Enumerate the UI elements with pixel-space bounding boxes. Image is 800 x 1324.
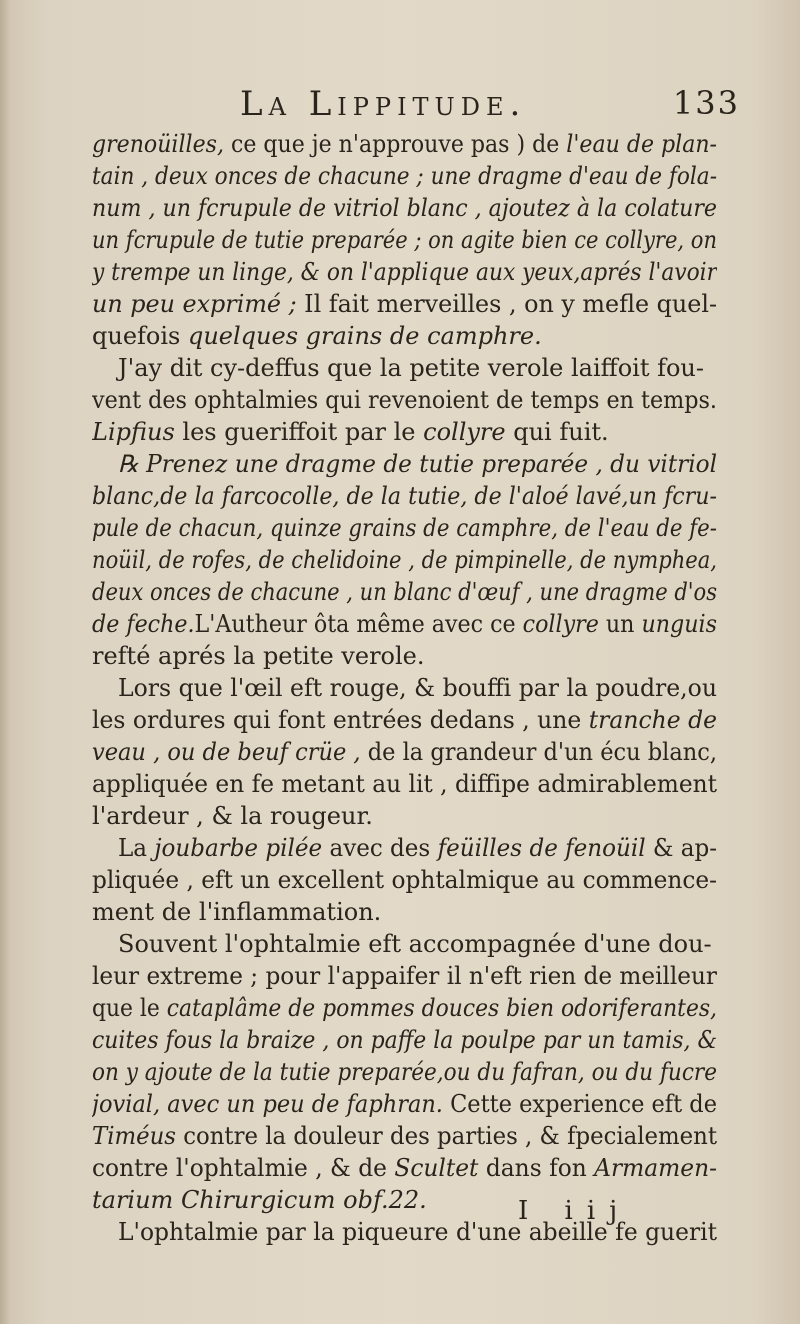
text-segment: de feche. [92, 610, 195, 638]
text-line [92, 1120, 717, 1152]
text-line [92, 128, 717, 160]
text-segment: J'ay dit cy-deffus que la petite verole laiffoit fou- [118, 354, 704, 382]
text-segment: Il fait merveilles , on y mefle quel- [296, 290, 717, 318]
text-segment: de la grandeur d'un écu blanc, [360, 738, 717, 766]
text-segment: l'eau de plan- [566, 130, 717, 158]
text-segment: contre l'ophtalmie , & de [92, 1154, 395, 1182]
text-line [92, 768, 717, 800]
text-segment: cataplâme de pommes douces bien odoriferantes, [166, 994, 717, 1022]
text-line [92, 896, 717, 928]
text-line [92, 224, 717, 256]
text-segment: Lipfius [92, 418, 175, 446]
text-line [92, 576, 717, 608]
text-line [92, 1056, 717, 1088]
text-segment: ce que je n'approuve pas ) de [223, 130, 567, 158]
text-line [92, 640, 717, 672]
page-number: 133 [672, 84, 740, 122]
text-segment: & ap- [645, 834, 717, 862]
text-segment: veau , ou de beuf crüe , [92, 738, 361, 766]
text-line [92, 288, 717, 320]
text-line [92, 608, 717, 640]
text-line [92, 800, 717, 832]
text-segment: L'ophtalmie par la piqueure d'une abeille fe guerit [118, 1218, 717, 1246]
text-segment: collyre [423, 418, 506, 446]
text-line [92, 992, 717, 1024]
text-segment: un [598, 610, 642, 638]
text-segment: collyre [522, 610, 599, 638]
text-line [92, 160, 717, 192]
text-line [92, 448, 717, 480]
text-segment: Lors que l'œil eft rouge, & bouffi par la poudre,ou [118, 674, 717, 702]
text-line [92, 512, 717, 544]
text-segment: appliquée en fe metant au lit , diffipe admirablement [92, 770, 717, 798]
text-segment: ment de l'inflammation. [92, 898, 382, 926]
text-line [92, 1088, 717, 1120]
text-segment: Souvent l'ophtalmie eft accompagnée d'une dou- [118, 930, 712, 958]
text-line [92, 832, 717, 864]
text-segment: quefois [92, 322, 188, 350]
body-text [92, 128, 717, 1248]
text-segment: tranche de [588, 706, 717, 734]
text-segment: unguis [641, 610, 717, 638]
text-segment: dans fon [478, 1154, 595, 1182]
text-segment: les ordures qui font entrées dedans , une [92, 706, 589, 734]
page-header [92, 84, 740, 124]
text-segment: les gueriffoit par le [174, 418, 424, 446]
text-segment: La [118, 834, 155, 862]
text-segment: ℞ Prenez une dragme de tutie preparée , du vitriol [118, 450, 717, 478]
text-line [92, 352, 717, 384]
signature-mark: I iij [518, 1196, 632, 1226]
text-segment: un fcrupule de tutie preparée ; on agite bien ce collyre, on [92, 226, 717, 254]
text-segment: feüilles de fenoüil [437, 834, 646, 862]
text-segment: grenoüilles, [92, 130, 224, 158]
text-segment: leur extreme ; pour l'appaifer il n'eft rien de meilleur [92, 962, 717, 990]
text-line [92, 320, 717, 352]
text-line [92, 1152, 717, 1184]
text-segment: pule de chacun, quinze grains de camphre, de l'eau de fe- [92, 514, 717, 542]
text-segment: num , un fcrupule de vitriol blanc , ajoutez à la colature [92, 194, 717, 222]
text-segment: pliquée , eft un excellent ophtalmique au commence- [92, 866, 717, 894]
text-line [92, 736, 717, 768]
text-segment: Scultet [394, 1154, 479, 1182]
text-line [92, 256, 717, 288]
text-line [92, 1024, 717, 1056]
text-line [92, 672, 717, 704]
text-segment: Armamen- [594, 1154, 717, 1182]
text-segment: qui fuit. [505, 418, 609, 446]
text-segment: contre la douleur des parties , & fpecialement [176, 1122, 717, 1150]
running-title: La Lippitude. [240, 84, 527, 124]
text-line [92, 960, 717, 992]
text-line [92, 416, 717, 448]
text-segment: deux onces de chacune , un blanc d'œuf , une dragme d'os [92, 578, 717, 606]
text-segment: tain , deux onces de chacune ; une dragme d'eau de fola- [92, 162, 717, 190]
text-segment: L'Autheur ôta même avec ce [194, 610, 523, 638]
text-segment: joubarbe pilée [154, 834, 323, 862]
text-segment: blanc,de la farcocolle, de la tutie, de l'aloé lavé,un fcru- [92, 482, 717, 510]
text-segment: que le [92, 994, 167, 1022]
text-segment: quelques grains de camphre. [187, 322, 542, 350]
text-line [92, 480, 717, 512]
text-segment: refté aprés la petite verole. [92, 642, 425, 670]
text-line [92, 704, 717, 736]
text-segment: jovial, avec un peu de faphran. [92, 1090, 443, 1118]
text-line [92, 384, 717, 416]
page-fold-shadow [0, 0, 10, 1324]
text-segment: on y ajoute de la tutie preparée,ou du fafran, ou du fucre [92, 1058, 717, 1086]
text-segment: l'ardeur , & la rougeur. [92, 802, 373, 830]
text-segment: tarium Chirurgicum obf.22. [92, 1186, 427, 1214]
text-segment: cuites fous la braize , on paffe la poulpe par un tamis, & [92, 1026, 717, 1054]
text-line [92, 544, 717, 576]
text-line [92, 192, 717, 224]
text-segment: Cette experience eft de [442, 1090, 717, 1118]
text-segment: vent des ophtalmies qui revenoient de temps en temps. [92, 386, 717, 414]
text-segment: noüil, de rofes, de chelidoine , de pimpinelle, de nymphea, [92, 546, 717, 574]
text-segment: un peu exprimé ; [92, 290, 297, 318]
text-segment: y trempe un linge, & on l'applique aux yeux,aprés l'avoir [92, 258, 717, 286]
text-line [92, 928, 717, 960]
text-segment: Timéus [92, 1122, 177, 1150]
text-segment: avec des [322, 834, 438, 862]
text-line [92, 864, 717, 896]
